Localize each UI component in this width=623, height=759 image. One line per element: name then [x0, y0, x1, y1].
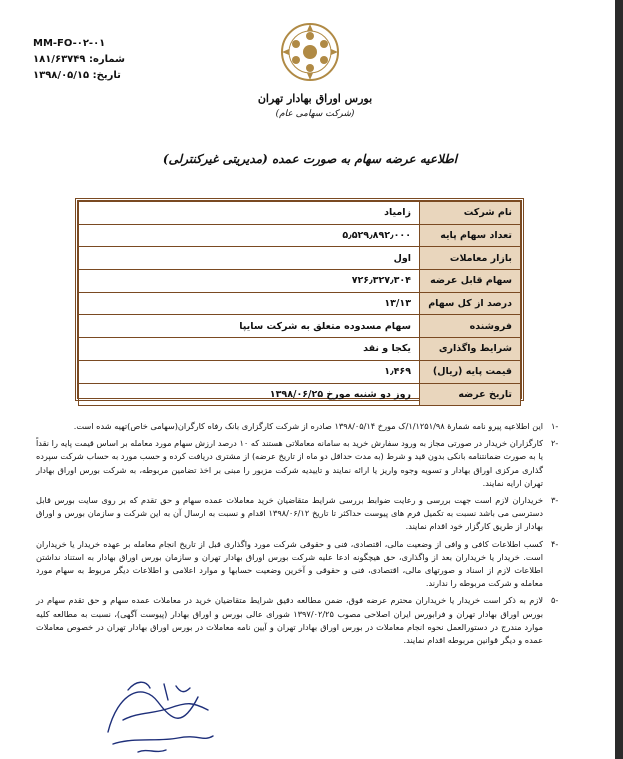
note-item [36, 437, 571, 490]
note-text: کارگزاران خریدار در صورتی مجاز به ورود سفارش خرید به سامانه معاملاتی هستند که ۱۰ درصد ارزش سهام مورد معامله بر اساس قیمت پایه را نقداً یا به صورت ضمانتنامه بانکی بدون قید و شرط (به مدت حداقل دو ماه از تاریخ عرضه) از مشتری دریافت کرده و حسب مورد به حساب شرکت سپرده گذاری مرکزی اوراق بهادار و تسویه وجوه واریز یا ارائه نمایند و تاییدیه شرکت مزبور را مبنی بر اخذ تضامین مربوطه، به شرکت بورس اوراق بهادار تهران ارایه نمایند. [36, 438, 544, 488]
offer-field-label: سهام قابل عرضه [420, 270, 521, 293]
note-number: -۳ [551, 495, 559, 506]
offer-field-label: بازار معاملات [420, 247, 521, 270]
offer-field-label: تاریخ عرضه [420, 383, 521, 406]
note-number: -۴ [551, 538, 559, 549]
offer-field-value: یکجا و نقد [79, 338, 420, 361]
offer-field-label: درصد از کل سهام [420, 292, 521, 315]
offer-field-value: سهام مسدوده متعلق به شرکت سایپا [79, 315, 420, 338]
offer-field-value: ۱٫۴۶۹ [79, 360, 420, 383]
offer-field-value: ۱۳/۱۳ [79, 292, 420, 315]
note-item [36, 494, 571, 534]
note-number: -۲ [551, 438, 559, 449]
offer-table-row [79, 202, 521, 225]
offer-field-label: شرایط واگذاری [420, 338, 521, 361]
tse-logo-icon [280, 22, 340, 82]
offer-table-row [79, 247, 521, 270]
offer-details-table [75, 198, 524, 401]
offer-field-value: ۵٫۵۲۹٫۸۹۲٫۰۰۰ [79, 224, 420, 247]
offer-table-row [79, 360, 521, 383]
offer-field-label: تعداد سهام پایه [420, 224, 521, 247]
logo-organization-subtitle: (شرکت سهامی عام) [275, 109, 355, 119]
offer-table-row [79, 383, 521, 406]
offer-table-row [79, 338, 521, 361]
note-item [36, 420, 571, 433]
note-item [36, 538, 571, 591]
form-code: MM-FO-۰۲-۰۱ [33, 38, 106, 49]
document-reference-block [33, 36, 125, 84]
note-text: این اطلاعیه پیرو نامه شمارهٔ ۱/۱۲۵۱/۹۸/ک مورخ ۱۳۹۸/۰۵/۱۴ صادره از شرکت کارگزاری بانک رفاه کارگران(سهامی خاص)تهیه شده است. [73, 421, 543, 431]
note-text: خریداران لازم است جهت بررسی و رعایت ضوابط بررسی شرایط متقاضیان خرید معاملات عمده سهام و حق تقدم که بر روی سایت بورس قابل دسترسی می باشد نسبت به تکمیل فرم های پیوست حداکثر تا تاریخ ۱۳۹۸/۰۶/۱۲ اقدام و نسبت به ارسال آن به این شرکت و سازمان بورس و اوراق بهادار از طریق کارگزار خود اقدام نمایند. [36, 495, 544, 532]
note-text: لازم به ذکر است خریدار یا خریداران محترم عرضه فوق، ضمن مطالعه دقیق شرایط متقاضیان خرید در معاملات عمده سهام و حق تقدم سهام در بورس اوراق بهادار تهران و فرابورس ایران اصلاحی مصوب ۱۳۹۷/۰۲/۲۵ شورای عالی بورس و اوراق بهادار (پیوست آگهی)، نسبت به مطالعه کلیه موارد مندرج در دستورالعمل نحوه انجام معاملات در بورس اوراق بهادار تهران و آیین نامه معاملات در بورس اوراق بهادار تهران در خصوص معاملات عمده و دیگر قوانین مربوطه اقدام نمایند. [36, 595, 543, 646]
notes-list [36, 420, 571, 651]
note-number: -۵ [551, 595, 559, 606]
offer-table-row [79, 224, 521, 247]
offer-field-value: زامیاد [79, 202, 420, 225]
scan-edge [615, 0, 623, 759]
offer-field-label: فروشنده [420, 315, 521, 338]
document-date: تاریخ: ۱۳۹۸/۰۵/۱۵ [33, 70, 121, 81]
offer-field-label: نام شرکت [420, 202, 521, 225]
offer-field-label: قیمت پایه (ریال) [420, 360, 521, 383]
offer-table-row [79, 292, 521, 315]
handwritten-signature [98, 672, 218, 759]
offer-field-value: روز دو شنبه مورخ ۱۳۹۸/۰۶/۲۵ [79, 383, 420, 406]
note-item [36, 594, 571, 647]
note-number: -۱ [551, 421, 559, 431]
offer-field-value: ۷۲۶٫۳۲۷٫۳۰۴ [79, 270, 420, 293]
note-text: کسب اطلاعات کافی و وافی از وضعیت مالی، اقتصادی، فنی و حقوقی شرکت مورد واگذاری قبل از تاریخ انجام معامله بر عهده خریدار یا خریداران است. خریدار یا خریداران بعد از واگذاری، حق هیچگونه ادعا علیه شرکت بورس اوراق بهادار تهران و سازمان بورس اوراق بهادار به استناد نداشتن اطلاعات لازم از اسناد و صورتهای مالی، اقتصادی، فنی و حقوقی و آخرین وضعیت حسابها و موارد اعلامی و اطلاعات دیگر مربوط به سهام مورد معامله و شرکت مربوطه را ندارند. [36, 538, 543, 589]
offer-table-row [79, 270, 521, 293]
offer-field-value: اول [79, 247, 420, 270]
logo-organization-name: بورس اوراق بهادار تهران [257, 92, 373, 105]
document-number: شماره: ۱۸۱/۶۳۷۴۹ [33, 54, 125, 65]
offer-table-row [79, 315, 521, 338]
page-title: اطلاعیه عرضه سهام به صورت عمده (مدیریتی غیرکنترلی) [162, 152, 458, 166]
